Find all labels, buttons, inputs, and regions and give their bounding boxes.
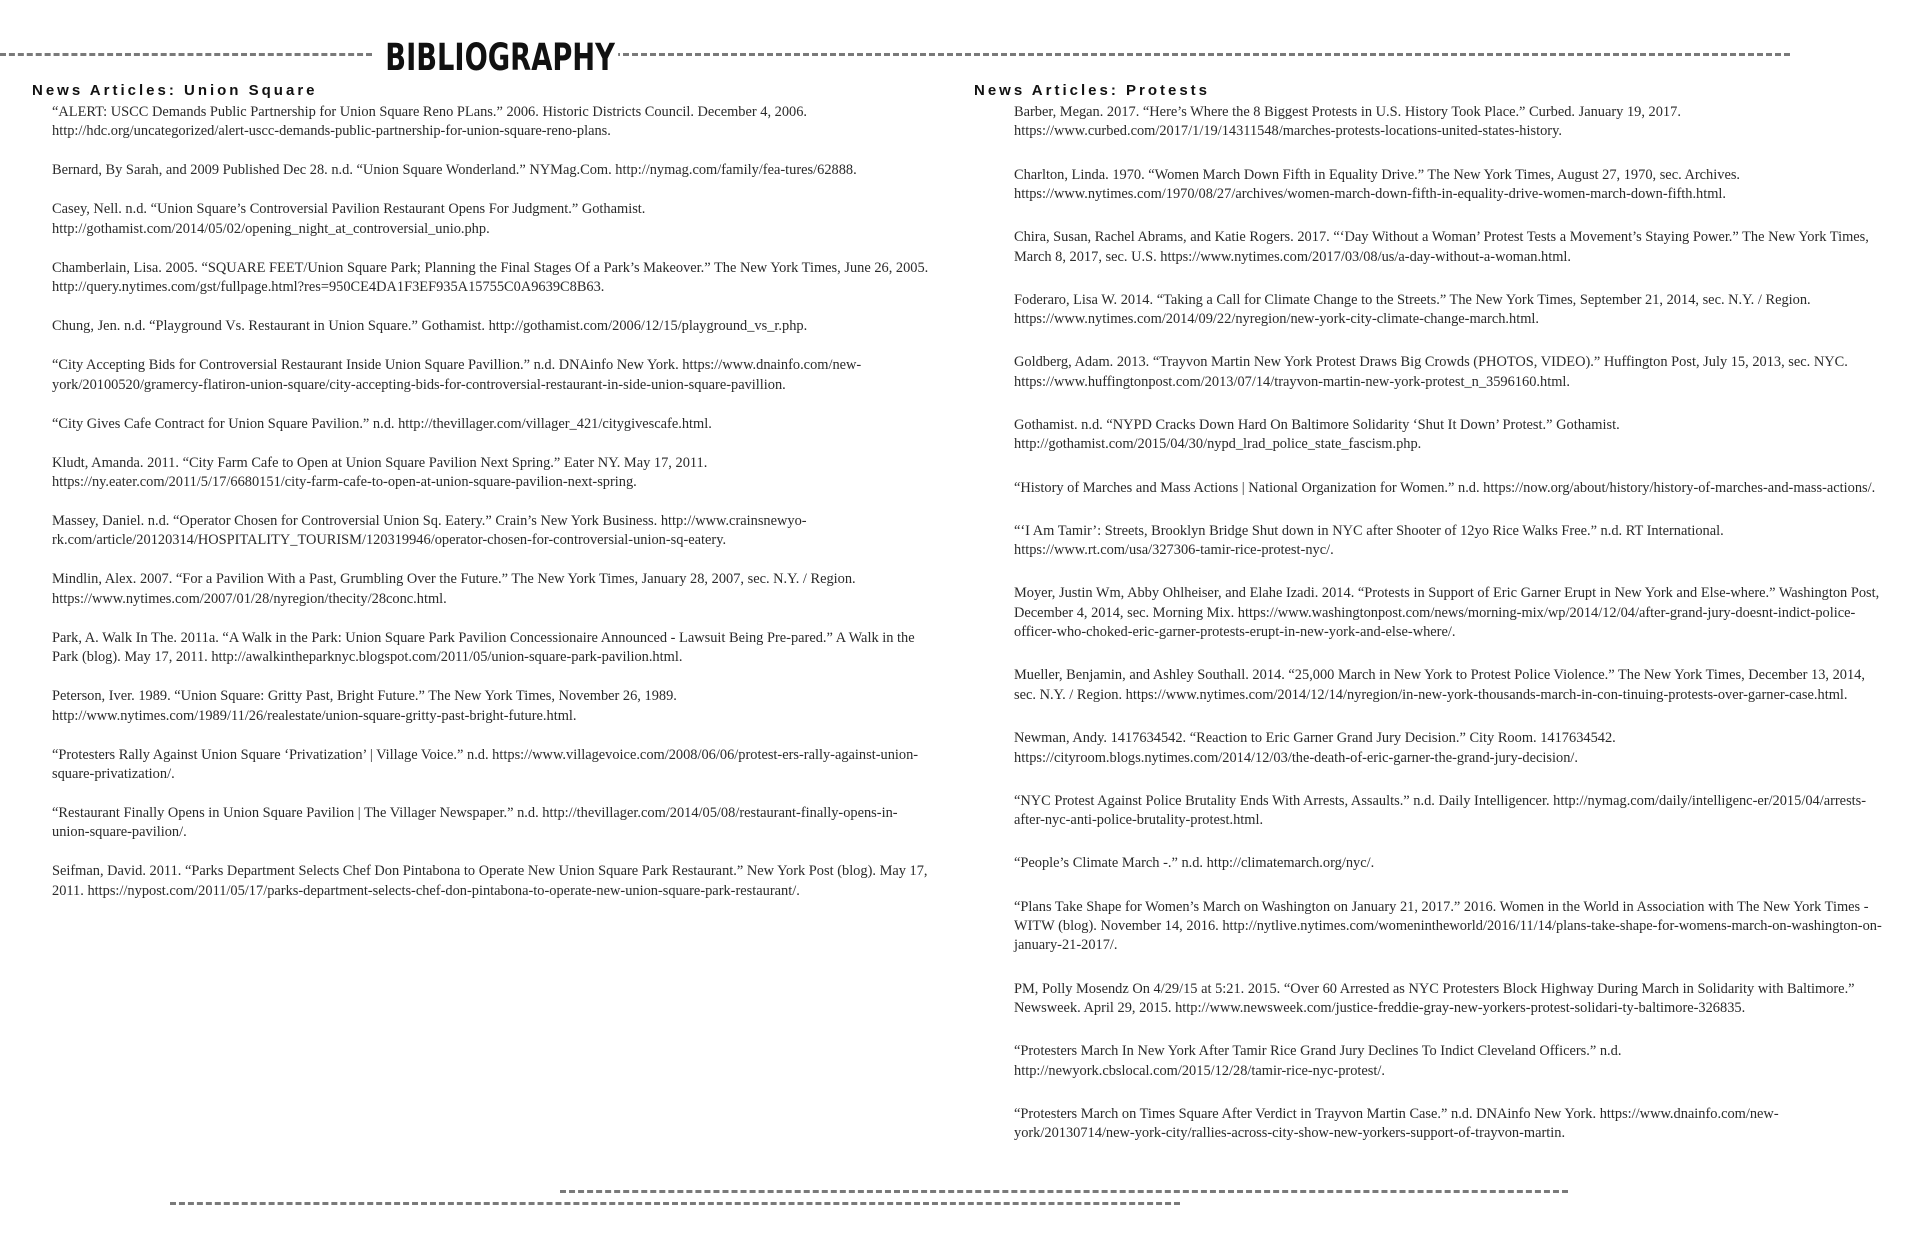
page-title: BIBLIOGRAPHY [382, 36, 618, 79]
bibliography-entry: Massey, Daniel. n.d. “Operator Chosen for Controversial Union Sq. Eatery.” Crain’s New York Business. http://www.crainsnewyo-rk.com/article/20120314/HOSPITALITY_TOURISM/120319946/operator-chosen-for-controversial-union-sq-eatery. [52, 513, 807, 549]
bibliography-entry: “History of Marches and Mass Actions | National Organization for Women.” n.d. https://now.org/about/history/history-of-marches-and-mass-actions/. [1014, 479, 1876, 496]
bibliography-entry: Mindlin, Alex. 2007. “For a Pavilion With a Past, Grumbling Over the Future.” The New York Times, January 28, 2007, sec. N.Y. / Region. https://www.nytimes.com/2007/01/28/nyregion/thecity/28conc.html. [52, 571, 856, 607]
bottom-dashed-rule-upper [560, 1190, 1568, 1193]
bibliography-entry: Peterson, Iver. 1989. “Union Square: Gritty Past, Bright Future.” The New York Times, November 26, 1989. http://www.nytimes.com/1989/11/26/realestate/union-square-gritty-past-bright-future.html. [52, 688, 677, 724]
bibliography-entry: Chung, Jen. n.d. “Playground Vs. Restaurant in Union Square.” Gothamist. http://gothamist.com/2006/12/15/playground_vs_r.php. [52, 318, 808, 335]
bibliography-entry: “City Gives Cafe Contract for Union Square Pavilion.” n.d. http://thevillager.com/villager_421/citygivescafe.html. [52, 415, 712, 432]
bibliography-entry: Charlton, Linda. 1970. “Women March Down Fifth in Equality Drive.” The New York Times, August 27, 1970, sec. Archives. https://www.nytimes.com/1970/08/27/archives/women-march-down-fifth-in-equality-drive-women-march-down-fifth.html. [1014, 166, 1741, 203]
top-dashed-rule-left [0, 53, 372, 56]
bibliography-entry: Bernard, By Sarah, and 2009 Published Dec 28. n.d. “Union Square Wonderland.” NYMag.Com. http://nymag.com/family/fea-tures/62888. [52, 162, 857, 179]
bibliography-entry: Barber, Megan. 2017. “Here’s Where the 8 Biggest Protests in U.S. History Took Place.” Curbed. January 19, 2017. https://www.curbed.com/2017/1/19/14311548/marches-protests-locations-united-states-history. [1014, 104, 1681, 140]
bibliography-entry: Foderaro, Lisa W. 2014. “Taking a Call for Climate Change to the Streets.” The New York Times, September 21, 2014, sec. N.Y. / Region. https://www.nytimes.com/2014/09/22/nyregion/new-york-city-climate-change-march.html. [1014, 291, 1811, 328]
bibliography-entry: Chamberlain, Lisa. 2005. “SQUARE FEET/Union Square Park; Planning the Final Stages Of a Park’s Makeover.” The New York Times, June 26, 2005. http://query.nytimes.com/gst/fullpage.html?res=950CE4DA1F3EF935A15755C0A9639C8B63. [52, 259, 929, 296]
bibliography-entry: Kludt, Amanda. 2011. “City Farm Cafe to Open at Union Square Pavilion Next Spring.” Eater NY. May 17, 2011. https://ny.eater.com/2011/5/17/6680151/city-farm-cafe-to-open-at-union-square-pavilion-next-spring. [52, 454, 708, 491]
bibliography-entry: “Restaurant Finally Opens in Union Square Pavilion | The Villager Newspaper.” n.d. http://thevillager.com/2014/05/08/restaurant-finally-opens-in-union-square-pavilion/. [52, 805, 898, 841]
bibliography-entry: “‘I Am Tamir’: Streets, Brooklyn Bridge Shut down in NYC after Shooter of 12yo Rice Walks Free.” n.d. RT International. https://www.rt.com/usa/327306-tamir-rice-protest-nyc/. [1014, 522, 1724, 559]
bibliography-entry: “Protesters Rally Against Union Square ‘Privatization’ | Village Voice.” n.d. https://www.villagevoice.com/2008/06/06/protest-ers-rally-against-union-square-privatization/. [52, 746, 919, 783]
protests-bibliography-list [1014, 103, 1886, 1167]
bibliography-entry: “ALERT: USCC Demands Public Partnership for Union Square Reno PLans.” 2006. Historic Districts Council. December 4, 2006. http://hdc.org/uncategorized/alert-uscc-demands-public-partnership-for-union-square-reno-plans. [52, 104, 808, 140]
bottom-dashed-rule-lower [170, 1202, 1180, 1205]
union-square-bibliography-list [52, 103, 932, 921]
bibliography-entry: Seifman, David. 2011. “Parks Department Selects Chef Don Pintabona to Operate New Union Square Park Restaurant.” New York Post (blog). May 17, 2011. https://nypost.com/2011/05/17/parks-department-selects-chef-don-pintabona-to-operate-new-union-square-park-restaurant/. [52, 863, 928, 899]
bibliography-entry: PM, Polly Mosendz On 4/29/15 at 5:21. 2015. “Over 60 Arrested as NYC Protesters Block Highway During March in Solidarity with Baltimore.” Newsweek. April 29, 2015. http://www.newsweek.com/justice-freddie-gray-new-yorkers-protest-solidari-ty-baltimore-326835. [1014, 980, 1855, 1016]
bibliography-entry: “Protesters March In New York After Tamir Rice Grand Jury Declines To Indict Cleveland Officers.” n.d. http://newyork.cbslocal.com/2015/12/28/tamir-rice-nyc-protest/. [1014, 1043, 1622, 1079]
section-heading-union-square: News Articles: Union Square [32, 82, 318, 99]
bibliography-entry: Mueller, Benjamin, and Ashley Southall. 2014. “25,000 March in New York to Protest Police Violence.” The New York Times, December 13, 2014, sec. N.Y. / Region. https://www.nytimes.com/2014/12/14/nyregion/in-new-york-thousands-march-in-con-tinuing-protests-over-garner-case.html. [1014, 667, 1865, 703]
bibliography-entry: “City Accepting Bids for Controversial Restaurant Inside Union Square Pavillion.” n.d. DNAinfo New York. https://www.dnainfo.com/new-york/20100520/gramercy-flatiron-union-square/city-accepting-bids-for-controversial-restaurant-in-side-union-square-pavillion. [52, 357, 862, 393]
bibliography-entry: Casey, Nell. n.d. “Union Square’s Controversial Pavilion Restaurant Opens For Judgment.” Gothamist. http://gothamist.com/2014/05/02/opening_night_at_controversial_unio.php. [52, 201, 646, 237]
bibliography-entry: Goldberg, Adam. 2013. “Trayvon Martin New York Protest Draws Big Crowds (PHOTOS, VIDEO).” Huffington Post, July 15, 2013, sec. NYC. https://www.huffingtonpost.com/2013/07/14/trayvon-martin-new-york-protest_n_3596160.html. [1014, 354, 1848, 390]
bibliography-entry: Gothamist. n.d. “NYPD Cracks Down Hard On Baltimore Solidarity ‘Shut It Down’ Protest.” Gothamist. http://gothamist.com/2015/04/30/nypd_lrad_police_state_fascism.php. [1014, 417, 1620, 453]
bibliography-entry: Newman, Andy. 1417634542. “Reaction to Eric Garner Grand Jury Decision.” City Room. 1417634542. https://cityroom.blogs.nytimes.com/2014/12/03/the-death-of-eric-garner-the-grand-jury-decision/. [1014, 730, 1616, 766]
bibliography-entry: Moyer, Justin Wm, Abby Ohlheiser, and Elahe Izadi. 2014. “Protests in Support of Eric Garner Erupt in New York and Else-where.” Washington Post, December 4, 2014, sec. Morning Mix. https://www.washingtonpost.com/news/morning-mix/wp/2014/12/04/after-grand-jury-doesnt-indict-police-officer-who-choked-eric-garner-protests-erupt-in-new-york-and-else-where/. [1014, 585, 1880, 641]
bibliography-entry: “Plans Take Shape for Women’s March on Washington on January 21, 2017.” 2016. Women in the World in Association with The New York Times - WITW (blog). November 14, 2016. http://nytlive.nytimes.com/womenintheworld/2016/11/14/plans-take-shape-for-womens-march-on-washington-on-january-21-2017/. [1014, 898, 1882, 954]
bibliography-entry: “NYC Protest Against Police Brutality Ends With Arrests, Assaults.” n.d. Daily Intelligencer. http://nymag.com/daily/intelligenc-er/2015/04/arrests-after-nyc-anti-police-brutality-protest.html. [1014, 792, 1867, 829]
bibliography-entry: Park, A. Walk In The. 2011a. “A Walk in the Park: Union Square Park Pavilion Concessionaire Announced - Lawsuit Being Pre-pared.” A Walk in the Park (blog). May 17, 2011. http://awalkintheparknyc.blogspot.com/2011/05/union-square-park-pavilion.html. [52, 629, 915, 666]
section-heading-protests: News Articles: Protests [974, 82, 1211, 99]
bibliography-entry: “People’s Climate March -.” n.d. http://climatemarch.org/nyc/. [1014, 855, 1375, 872]
bibliography-entry: “Protesters March on Times Square After Verdict in Trayvon Martin Case.” n.d. DNAinfo New York. https://www.dnainfo.com/new-york/20130714/new-york-city/rallies-across-city-show-new-yorkers-support-of-trayvon-martin. [1014, 1105, 1779, 1142]
bibliography-entry: Chira, Susan, Rachel Abrams, and Katie Rogers. 2017. “‘Day Without a Woman’ Protest Tests a Movement’s Staying Power.” The New York Times, March 8, 2017, sec. U.S. https://www.nytimes.com/2017/03/08/us/a-day-without-a-woman.html. [1014, 229, 1869, 265]
top-dashed-rule-right [578, 53, 1790, 56]
